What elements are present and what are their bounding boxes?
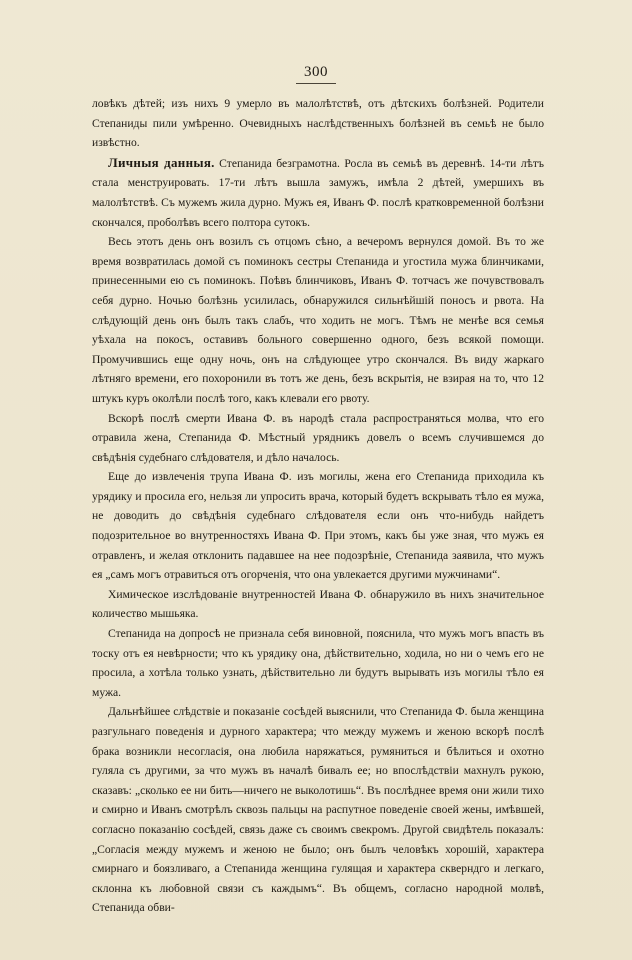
- body-text: [92, 94, 544, 918]
- paragraph-continuation: ловѣкъ дѣтей; изъ нихъ 9 умерло въ малолѣтствѣ, отъ дѣтскихъ болѣзней. Родители Степаниды пили умѣренно. Очевидныхъ наслѣдственныхъ болѣзней въ семьѣ не было извѣстно.: [92, 97, 544, 150]
- paragraph-text: Степанида безграмотна. Росла въ семьѣ въ деревнѣ. 14-ти лѣтъ стала менструировать. 17-ти лѣтъ вышла замужъ, имѣла 2 дѣтей, умершихъ въ малолѣтствѣ. Съ мужемъ жила дурно. Мужъ ея, Иванъ Ф. послѣ кратковременной болѣзни скончался, проболѣвъ всего полтора сутокъ.: [92, 156, 544, 229]
- paragraph: Химическое изслѣдованіе внутренностей Ивана Ф. обнаружило въ нихъ значительное количество мышьяка.: [92, 587, 544, 621]
- paragraph: Весь этотъ день онъ возилъ съ отцомъ сѣно, а вечеромъ вернулся домой. Въ то же время возвратилась домой съ поминокъ сестры Степанида и угостила мужа блинчиками, принесенными ею съ поминокъ. Поѣвъ блинчиковъ, Иванъ Ф. тотчасъ же почувствовалъ себя дурно. Ночью болѣзнь усилилась, обнаружился сильнѣйшій поносъ и рвота. На слѣдующій день онъ былъ такъ слабъ, что ходить не могъ. Тѣмъ не менѣе вся семья уѣхала на покосъ, оставивъ больного совершенно одного, безъ всякой помощи. Промучившись еще одну ночь, онъ на слѣдующее утро скончался. Въ виду жаркаго лѣтняго времени, его похоронили въ тотъ же день, безъ вскрытія, не взирая на то, что 12 штукъ куръ околѣли послѣ того, какъ клевали его рвоту.: [92, 235, 544, 405]
- paragraph-personal-data: [92, 153, 544, 232]
- paragraph: Вскорѣ послѣ смерти Ивана Ф. въ народѣ стала распространяться молва, что его отравила жена, Степанида Ф. Мѣстный урядникъ довелъ о всемъ случившемся до свѣдѣнія судебнаго слѣдователя, и дѣло началось.: [92, 411, 544, 464]
- section-heading: Личныя данныя.: [108, 154, 215, 170]
- paragraph: Степанида на допросѣ не признала себя виновной, пояснила, что мужъ могъ впасть въ тоску отъ ея невѣрности; что къ урядику она, дѣйствительно, ходила, но ни о чемъ его не просила, а хотѣла только узнать, дѣйствительно ли будутъ вырывать изъ могилы тѣло ея мужа.: [92, 627, 544, 699]
- paragraph: Еще до извлеченія трупа Ивана Ф. изъ могилы, жена его Степанида приходила къ урядику и просила его, нельзя ли упросить врача, который будетъ вскрывать тѣло ея мужа, не доводить до свѣдѣнія судебнаго слѣдователя если онъ что-нибудь найдетъ подозрительное во внутренностяхъ Ивана Ф. При этомъ, какъ бы уже зная, что мужъ ея отравленъ, и желая отклонить падавшее на нее подозрѣніе, Степанида заявила, что мужъ ея „самъ могъ отравиться отъ огорченія, что она увлекается другими мужчинами“.: [92, 470, 544, 582]
- paragraph: Дальнѣйшее слѣдствіе и показаніе сосѣдей выяснили, что Степанида Ф. была женщина разгульнаго поведенія и дурного характера; что между мужемъ и женою вскорѣ послѣ брака возникли несогласія, она любила наряжаться, румяниться и бѣлиться и охотно гуляла съ другими, за что мужъ въ началѣ бивалъ ее; но впослѣдствіи махнулъ рукою, сказавъ: „сколько ее ни бить—ничего не выколотишь“. Въ послѣднее время они жили тихо и смирно и Иванъ смотрѣлъ сквозь пальцы на распутное поведеніе своей жены, имѣвшей, согласно показанію сосѣдей, связь даже съ своимъ свекромъ. Другой свидѣтель показалъ: „Согласія между мужемъ и женою не было; онъ былъ человѣкъ хорошій, характера смирнаго и боязливаго, а Степанида женщина гулящая и характера скверндго и легкаго, склонна къ любовной связи съ каждымъ“. Въ общемъ, согласно народной молвѣ, Степанида обви-: [92, 705, 544, 915]
- page-number: 300: [0, 64, 632, 84]
